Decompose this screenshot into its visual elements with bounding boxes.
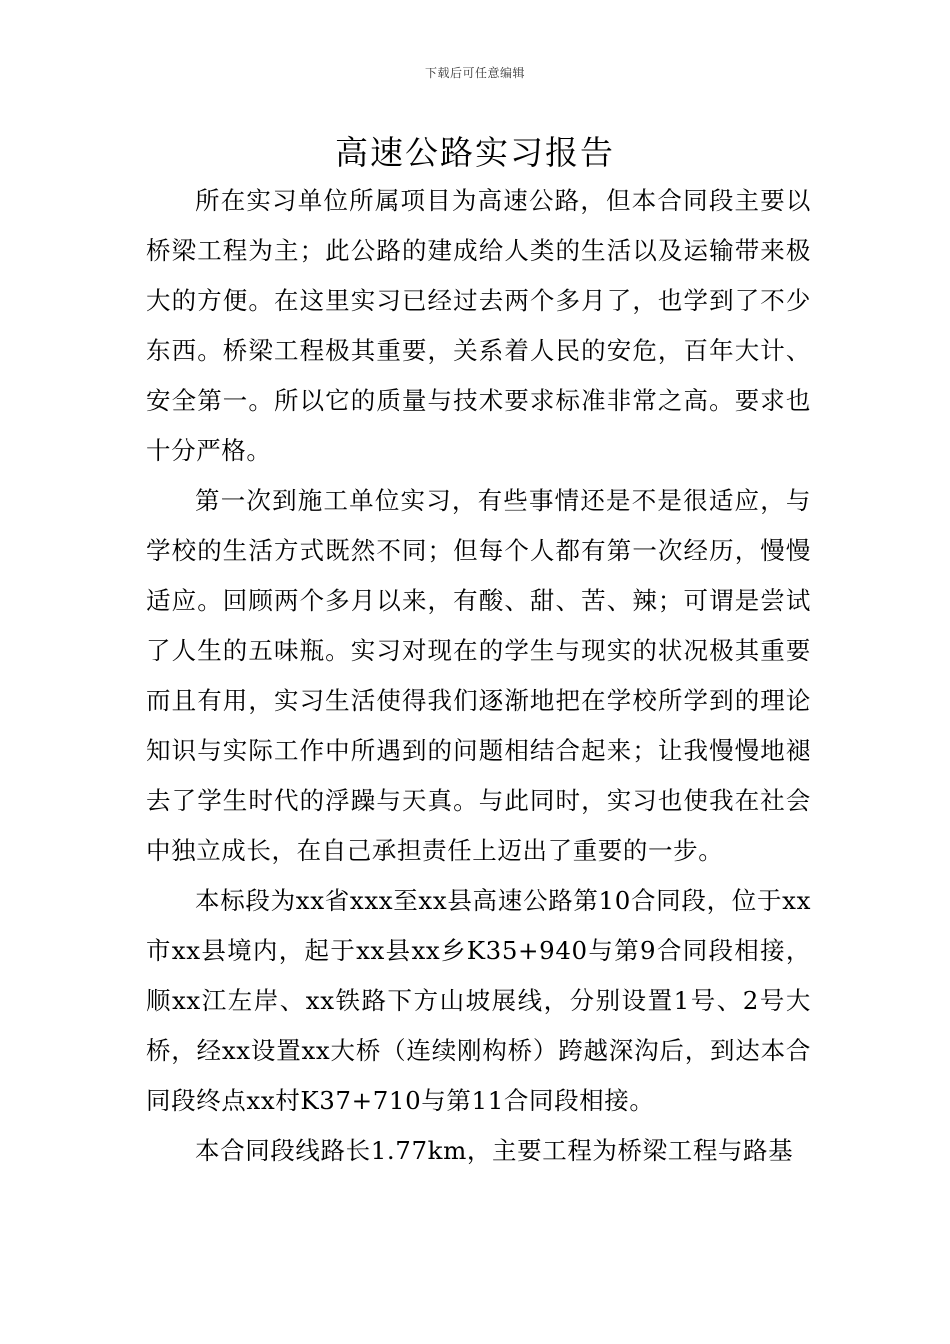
header-note: 下载后可任意编辑 bbox=[424, 66, 525, 80]
document-body bbox=[146, 176, 811, 1176]
paragraph: 本合同段线路长1.77km，主要工程为桥梁工程与路基 bbox=[195, 1136, 794, 1165]
paragraph: 本标段为xx省xxx至xx县高速公路第10合同段，位于xx市xx县境内，起于xx县xx乡K35+940与第9合同段相接，顺xx江左岸、xx铁路下方山坡展线，分别设置1号、2号大桥，经xx设置xx大桥（连续刚构桥）跨越深沟后，到达本合同段终点xx村K37+710与第11合同段相接。 bbox=[146, 886, 811, 1115]
paragraph: 第一次到施工单位实习，有些事情还是不是很适应，与学校的生活方式既然不同；但每个人都有第一次经历，慢慢适应。回顾两个多月以来，有酸、甜、苦、辣；可谓是尝试了人生的五味瓶。实习对现在的学生与现实的状况极其重要而且有用，实习生活使得我们逐渐地把在学校所学到的理论知识与实际工作中所遇到的问题相结合起来；让我慢慢地褪去了学生时代的浮躁与天真。与此同时，实习也使我在社会中独立成长，在自己承担责任上迈出了重要的一步。 bbox=[146, 486, 811, 865]
document-title: 高速公路实习报告 bbox=[335, 133, 615, 172]
paragraph: 所在实习单位所属项目为高速公路，但本合同段主要以桥梁工程为主；此公路的建成给人类的生活以及运输带来极大的方便。在这里实习已经过去两个多月了，也学到了不少东西。桥梁工程极其重要，关系着人民的安危，百年大计、安全第一。所以它的质量与技术要求标准非常之高。要求也十分严格。 bbox=[146, 186, 811, 465]
